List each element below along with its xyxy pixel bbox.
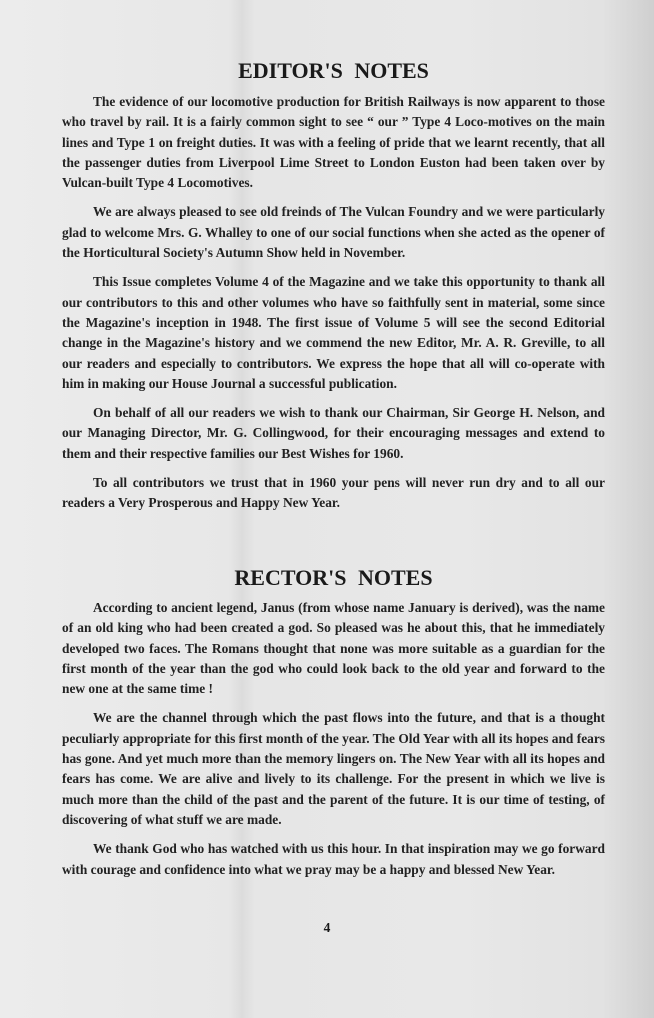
paragraph: On behalf of all our readers we wish to thank our Chairman, Sir George H. Nelson, and our Managing Director, Mr. G. Collingwood, for their encouraging messages and extend to them and their respective families our Best Wishes for 1960. (62, 405, 605, 461)
paragraph: We are the channel through which the past flows into the future, and that is a thought peculiarly appropriate for this first month of the year. The Old Year with all its hopes and fears has gone. And yet much more than the memory lingers on. The New Year with all its hopes and fears has come. We are alive and lively to its challenge. For the present in which we live is much more than the child of the past and the parent of the future. It is our time of testing, of discovering of what stuff we are made. (62, 710, 605, 827)
paragraph: This Issue completes Volume 4 of the Magazine and we take this opportunity to thank all our contributors to this and other volumes who have so faithfully sent in material, some since the Magazine's inception in 1948. The first issue of Volume 5 will see the second Editorial change in the Magazine's history and we commend the new Editor, Mr. A. R. Greville, to all our readers and especially to contributors. We express the hope that all will co-operate with him in making our House Journal a successful publication. (62, 274, 605, 391)
paragraph: We are always pleased to see old freinds of The Vulcan Foundry and we were particularly glad to welcome Mrs. G. Whalley to one of our social functions when she acted as the opener of the Horticultural Society's Autumn Show held in November. (62, 204, 605, 261)
paragraph: We thank God who has watched with us this hour. In that inspiration may we go forward with courage and confidence into what we pray may be a happy and blessed New Year. (62, 841, 605, 877)
paragraph: According to ancient legend, Janus (from whose name January is derived), was the name of an old king who had been created a god. So pleased was he about this, that he immediately developed two faces. The Romans thought that none was more suitable as a guardian for the first month of the year than the god who could look back to the old year and forward to the new one at the same time ! (62, 600, 605, 697)
paragraph: To all contributors we trust that in 1960 your pens will never run dry and to all our readers a Very Prosperous and Happy New Year. (62, 475, 605, 511)
rectors-notes-heading: RECTOR'S NOTES (234, 565, 433, 590)
paragraph: The evidence of our locomotive production for British Railways is now apparent to those who travel by rail. It is a fairly common sight to see “ our ” Type 4 Loco-motives on the main lines and Type 1 on freight duties. It was with a feeling of pride that we learnt recently, that all the passenger duties from Liverpool Lime Street to London Euston had been taken over by Vulcan-built Type 4 Locomotives. (62, 94, 605, 191)
editors-notes-heading: EDITOR'S NOTES (238, 58, 429, 83)
editors-notes-section (62, 58, 605, 523)
page-number: 4 (323, 920, 331, 935)
rectors-notes-section (62, 565, 605, 889)
